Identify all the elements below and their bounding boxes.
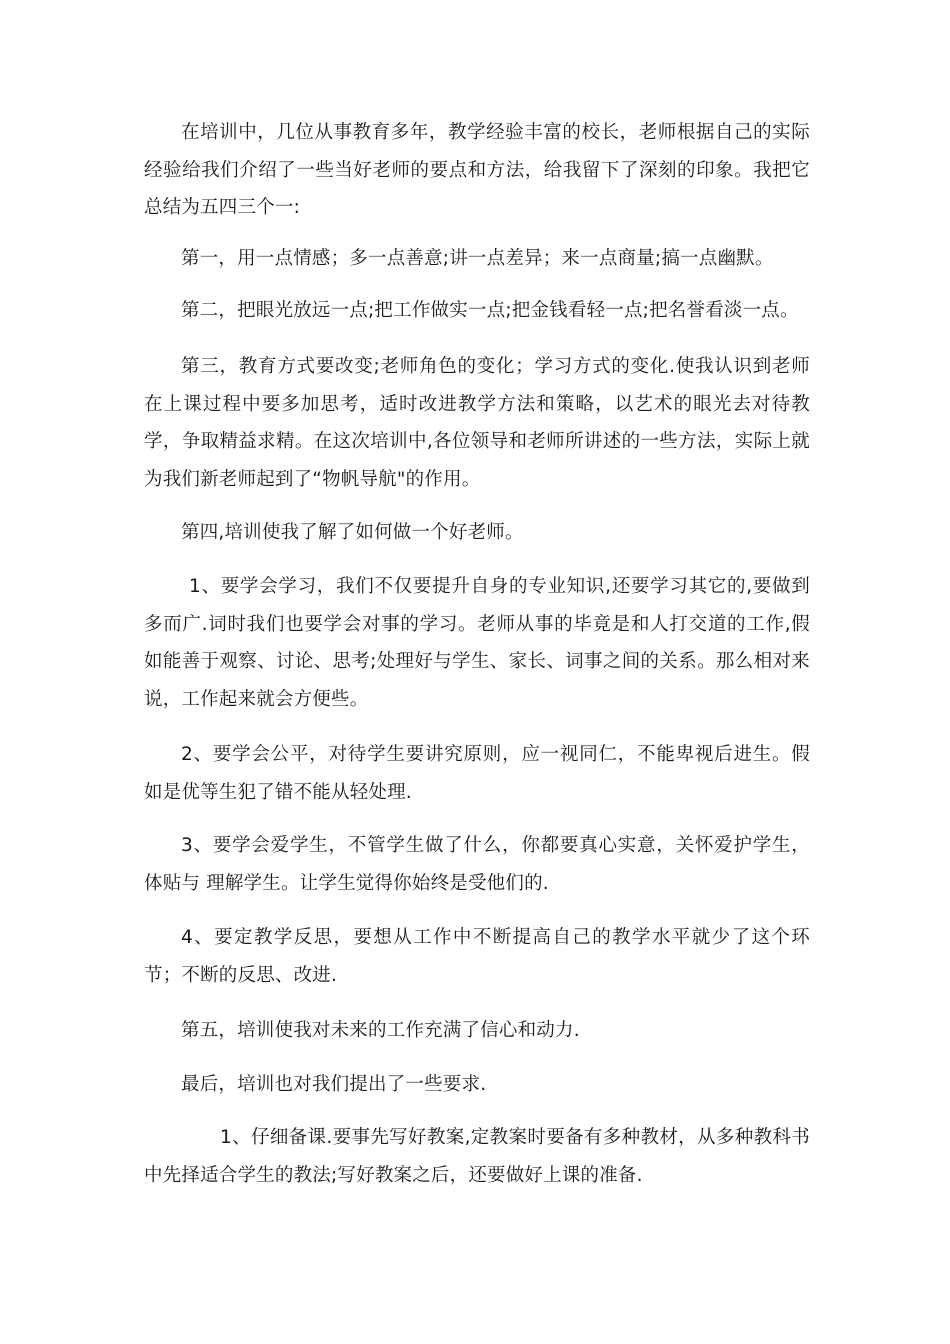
paragraph-item-3: 3、要学会爱学生，不管学生做了什么，你都要真心实意，关怀爱护学生，体贴与 理解学生。让学生觉得你始终是受他们的. (144, 835, 810, 894)
paragraph-point-five: 第五，培训使我对未来的工作充满了信心和动力. (181, 1020, 580, 1041)
paragraph-intro: 在培训中，几位从事教育多年，教学经验丰富的校长，老师根据自己的实际经验给我们介绍了一些当好老师的要点和方法，给我留下了深刻的印象。我把它总结为五四三个一: (144, 122, 810, 218)
paragraph-point-four: 第四,培训使我了解了如何做一个好老师。 (181, 522, 524, 543)
paragraph-item-1: 1、要学会学习，我们不仅要提升自身的专业知识,还要学习其它的,要做到多而广.词时我们也要学会对事的学习。老师从事的毕竟是和人打交道的工作,假如能善于观察、讨论、思考;处理好与学生、家长、词事之间的关系。那么相对来说，工作起来就会方便些。 (144, 576, 810, 710)
paragraph-requirements: 最后，培训也对我们提出了一些要求. (181, 1074, 487, 1095)
paragraph-point-two: 第二，把眼光放远一点;把工作做实一点;把金钱看轻一点;把名誉看淡一点。 (181, 300, 799, 321)
paragraph-item-2: 2、要学会公平，对待学生要讲究原则，应一视同仁，不能卑视后进生。假如是优等生犯了错不能从轻处理. (144, 744, 810, 803)
paragraph-point-three: 第三，教育方式要改变;老师角色的变化；学习方式的变化.使我认识到老师在上课过程中要多加思考，适时改进教学方法和策略，以艺术的眼光去对待教学，争取精益求精。在这次培训中,各位领导和老师所讲述的一些方法，实际上就为我们新老师起到了“物帆导航"的作用。 (144, 356, 810, 490)
paragraph-requirement-1: 1、仔细备课.要事先写好教案,定教案时要备有多种教材，从多种教科书中先择适合学生的教法;写好教案之后，还要做好上课的准备. (144, 1127, 810, 1186)
paragraph-item-4: 4、要定教学反思，要想从工作中不断提高自己的教学水平就少了这个环节；不断的反思、改进. (144, 927, 810, 986)
paragraph-point-one: 第一，用一点情感；多一点善意;讲一点差异；来一点商量;搞一点幽默。 (181, 248, 774, 269)
